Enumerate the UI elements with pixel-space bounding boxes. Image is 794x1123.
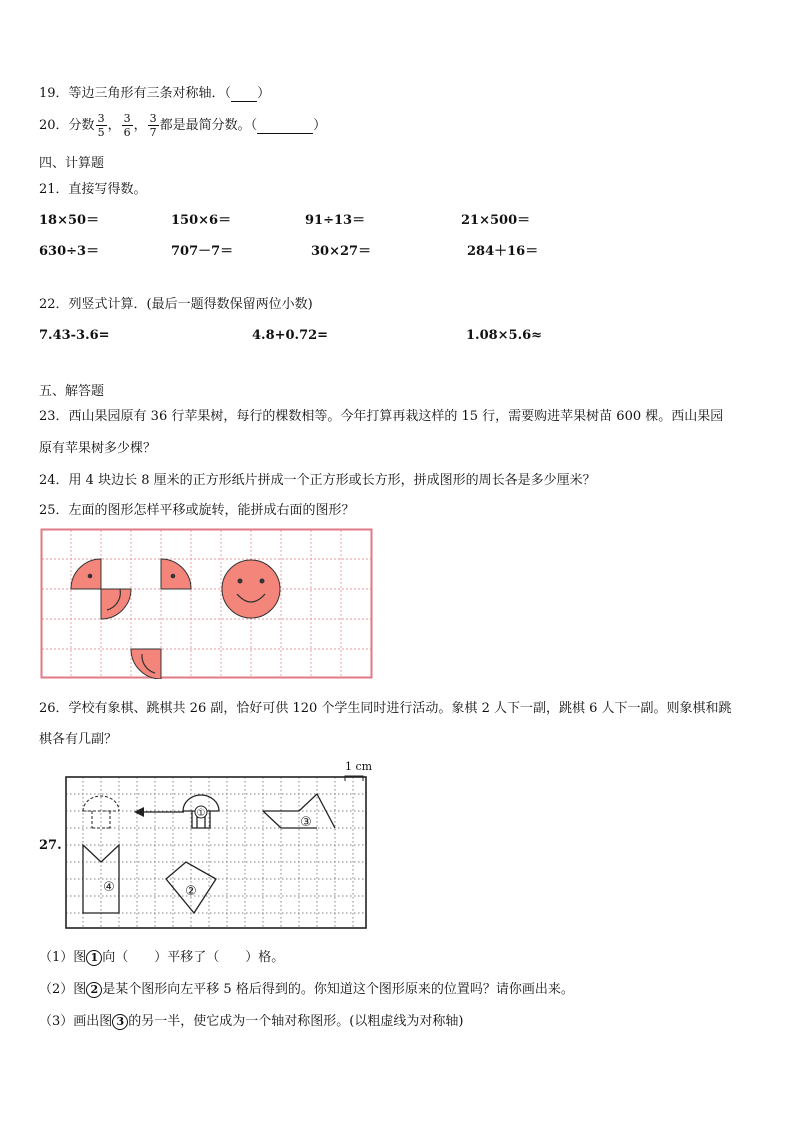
question-number: 25． [39, 503, 69, 518]
question-number: 27. [39, 838, 62, 853]
dashed-shape-outline [83, 796, 119, 828]
q27-sub-1: （1）图 1 向（ ）平移了（ ）格。 [39, 950, 285, 965]
circled-number: 3 [112, 1014, 128, 1030]
calc-item: 21×500＝ [461, 213, 531, 228]
question-number: 23． [39, 409, 69, 424]
fraction: $\frac{3}{5}$ [97, 112, 105, 139]
question-23: 23．西山果园原有 36 行苹果树，每行的棵数相等。今年打算再栽这样的 15 行，需要购进苹果树苗 600 棵。西山果园 [39, 409, 724, 424]
smiley-face [222, 560, 280, 618]
eye-icon [88, 574, 93, 579]
shape-label: ② [185, 884, 197, 899]
question-number: 26． [39, 701, 69, 716]
arrow-icon [134, 807, 144, 817]
fraction: $\frac{3}{7}$ [149, 112, 157, 139]
calc-item: 284＋16＝ [467, 244, 539, 259]
quarter-circle-piece [131, 649, 161, 679]
question-21: 21．直接写得数。 [39, 182, 147, 197]
eye-icon [238, 579, 243, 584]
question-26-cont: 棋各有几副？ [39, 732, 118, 747]
question-number: 19． [39, 86, 69, 101]
question-text: 等边三角形有三条对称轴．（ [68, 86, 232, 101]
answer-blank[interactable] [231, 86, 257, 102]
q27-sub-3: （3）画出图 3 的另一半，使它成为一个轴对称图形。(以粗虚线为对称轴) [39, 1014, 464, 1029]
calc-item: 7.43-3.6= [39, 328, 110, 343]
question-22: 22．列竖式计算．(最后一题得数保留两位小数) [39, 297, 313, 312]
shape-label: ③ [300, 815, 312, 830]
half-circle-piece [71, 559, 101, 589]
question-24: 24．用 4 块边长 8 厘米的正方形纸片拼成一个正方形或长方形，拼成图形的周长各是多少厘米？ [39, 473, 596, 488]
question-26: 26．学校有象棋、跳棋共 26 副，恰好可供 120 个学生同时进行活动。象棋 2 人下一副，跳棋 6 人下一副。则象棋和跳 [39, 701, 732, 716]
eye-icon [171, 574, 176, 579]
calc-item: 1.08×5.6≈ [466, 328, 543, 343]
calc-item: 150×6＝ [171, 213, 232, 228]
quarter-circle-piece [161, 559, 191, 589]
question-20: 20．分数 $\frac{3}{5}$ ， $\frac{3}{6}$ ， $\frac{3}{7}$ 都是最简分数。（ ） [39, 112, 327, 139]
shape-3 [263, 794, 335, 828]
question-number: 21． [39, 182, 69, 197]
question-number: 24． [39, 473, 69, 488]
question-number: 22． [39, 297, 69, 312]
calc-item: 30×27＝ [311, 244, 372, 259]
fraction: $\frac{3}{6}$ [123, 112, 131, 139]
shape-4 [83, 845, 119, 913]
calc-item: 18×50＝ [39, 213, 100, 228]
calc-item: 630÷3＝ [39, 244, 100, 259]
eye-icon [260, 579, 265, 584]
question-19: 19．等边三角形有三条对称轴．（ ） [39, 86, 271, 101]
q25-grid-figure [40, 528, 373, 679]
calc-item: 4.8+0.72= [252, 328, 329, 343]
grid-border [42, 530, 372, 678]
question-number: 20． [39, 118, 69, 133]
section-heading: 五、解答题 [39, 384, 105, 399]
circled-number: 2 [86, 982, 102, 998]
shape-label: ① [196, 808, 206, 819]
question-23-cont: 原有苹果树多少棵？ [39, 441, 157, 456]
calc-item: 91÷13＝ [305, 213, 366, 228]
question-25: 25．左面的图形怎样平移或旋转，能拼成右面的图形？ [39, 503, 355, 518]
answer-blank[interactable] [257, 118, 313, 134]
q27-sub-2: （2）图 2 是某个图形向左平移 5 格后得到的。你知道这个图形原来的位置吗？请你画出来。 [39, 982, 574, 997]
grid-lines [42, 530, 371, 677]
calc-item: 707－7＝ [171, 244, 234, 259]
shape-label: ④ [103, 880, 115, 895]
scale-label: 1 cm [345, 760, 373, 773]
q27-grid-figure [64, 772, 374, 932]
section-heading: 四、计算题 [39, 156, 105, 171]
circled-number: 1 [86, 950, 102, 966]
